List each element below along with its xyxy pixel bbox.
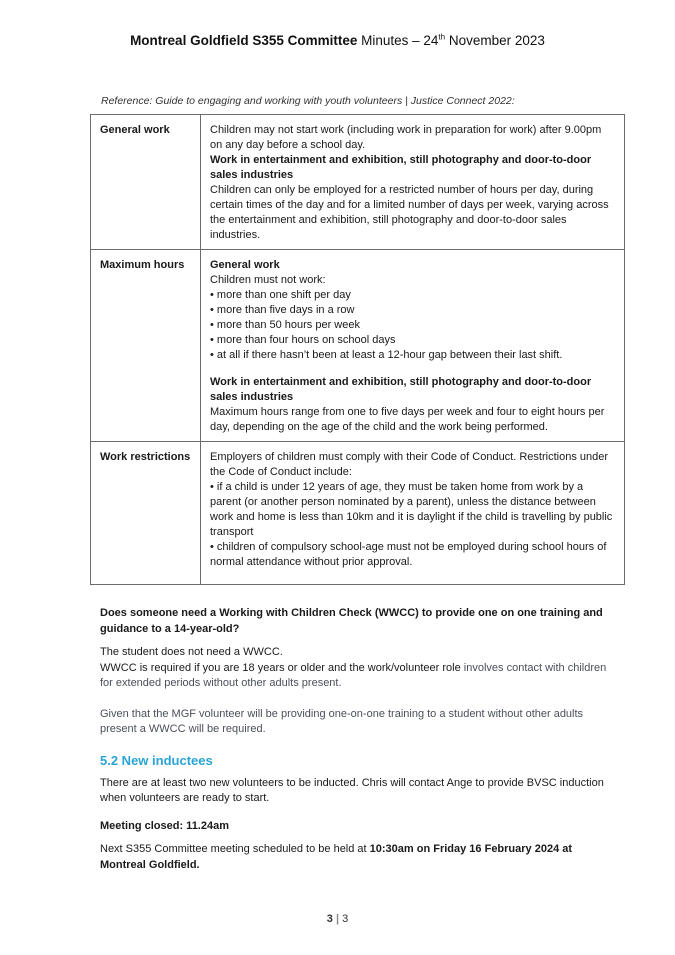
wwcc-answer-2 xyxy=(100,661,620,692)
section-text: There are at least two new volunteers to be inducted. Chris will contact Ange to provide BVSC induction when volunteers are ready to start. xyxy=(100,776,604,804)
bullet-item: • more than four hours on school days xyxy=(210,334,396,346)
bullet-item: • if a child is under 12 years of age, they must be taken home from work by a parent (or another person nominated by a parent), unless the distance between work and home is less than 10km and it is daylight if the child is travelling by public transport xyxy=(210,481,613,538)
meeting-closed: Meeting closed: 11.24am xyxy=(100,819,229,832)
reference-label: Reference: xyxy=(101,95,153,107)
wwcc-answer-2-main: WWCC is required if you are 18 years or older and the work/volunteer role xyxy=(100,661,464,674)
table-text: Employers of children must comply with their Code of Conduct. Restrictions under the Code of Conduct include: xyxy=(210,451,609,478)
table-text: Children can only be employed for a restricted number of hours per day, during certain times of the day and for a limited number of days per week, varying across the entertainment and exhibition, still photography and door-to-door sales industries. xyxy=(210,184,609,241)
reference-text: Guide to engaging and working with youth volunteers | Justice Connect 2022: xyxy=(155,95,515,107)
wwcc-conclusion: Given that the MGF volunteer will be providing one-on-one training to a student without other adults present a WWCC will be required. xyxy=(100,707,584,735)
next-meeting-datetime: 10:30am on Friday 16 February 2024 at Montreal Goldfield. xyxy=(100,843,573,871)
table-subheading: Work in entertainment and exhibition, still photography and door-to-door sales industries xyxy=(210,154,592,181)
row-body-general-work xyxy=(201,115,625,250)
row-label-work-restrictions: Work restrictions xyxy=(91,442,201,585)
page-number: 3 xyxy=(326,913,333,925)
work-requirements-table xyxy=(90,114,625,585)
table-subheading: Work in entertainment and exhibition, still photography and door-to-door sales industries xyxy=(210,376,592,403)
bullet-item: • more than five days in a row xyxy=(210,304,355,316)
row-body-maximum-hours xyxy=(201,250,625,442)
row-body-work-restrictions xyxy=(201,442,625,585)
row-label-general-work: General work xyxy=(91,115,201,250)
wwcc-answer-1: The student does not need a WWCC. xyxy=(100,646,283,658)
table-text: Children must not work: xyxy=(210,274,326,286)
table-row xyxy=(91,442,625,585)
header-minutes: Minutes – 24 xyxy=(361,33,439,48)
next-meeting xyxy=(100,842,620,873)
table-row xyxy=(91,115,625,250)
spacer xyxy=(210,363,616,375)
document-header xyxy=(0,32,675,50)
header-date: November 2023 xyxy=(448,33,545,48)
header-org: Montreal Goldfield S355 Committee xyxy=(130,33,358,48)
section-heading: 5.2 New inductees xyxy=(100,752,213,768)
table-text: Children may not start work (including work in preparation for work) after 9.00pm on any day before a school day. xyxy=(210,124,602,151)
table-subheading: General work xyxy=(210,259,280,271)
page-total: 3 xyxy=(342,913,349,925)
bullet-item: • children of compulsory school-age must not be employed during school hours of normal attendance without prior approval. xyxy=(210,541,607,568)
minutes-body xyxy=(100,606,620,873)
row-label-maximum-hours: Maximum hours xyxy=(91,250,201,442)
wwcc-question: Does someone need a Working with Children Check (WWCC) to provide one on one training and guidance to a 14-year-old? xyxy=(100,607,603,635)
bullet-item: • more than 50 hours per week xyxy=(210,319,360,331)
bullet-item: • at all if there hasn’t been at least a 12-hour gap between their last shift. xyxy=(210,349,563,361)
reference-line xyxy=(101,94,621,108)
header-date-suffix: th xyxy=(438,32,446,42)
bullet-item: • more than one shift per day xyxy=(210,289,351,301)
wwcc-answer-2-cont: involves contact with children for extended periods without other adults present. xyxy=(100,661,607,689)
table-text: Maximum hours range from one to five days per week and four to eight hours per day, depending on the age of the child and the work being performed. xyxy=(210,406,605,433)
table-row xyxy=(91,250,625,442)
page-footer xyxy=(0,912,675,926)
page-separator: | xyxy=(335,913,340,925)
next-meeting-prefix: Next S355 Committee meeting scheduled to be held at xyxy=(100,843,370,855)
